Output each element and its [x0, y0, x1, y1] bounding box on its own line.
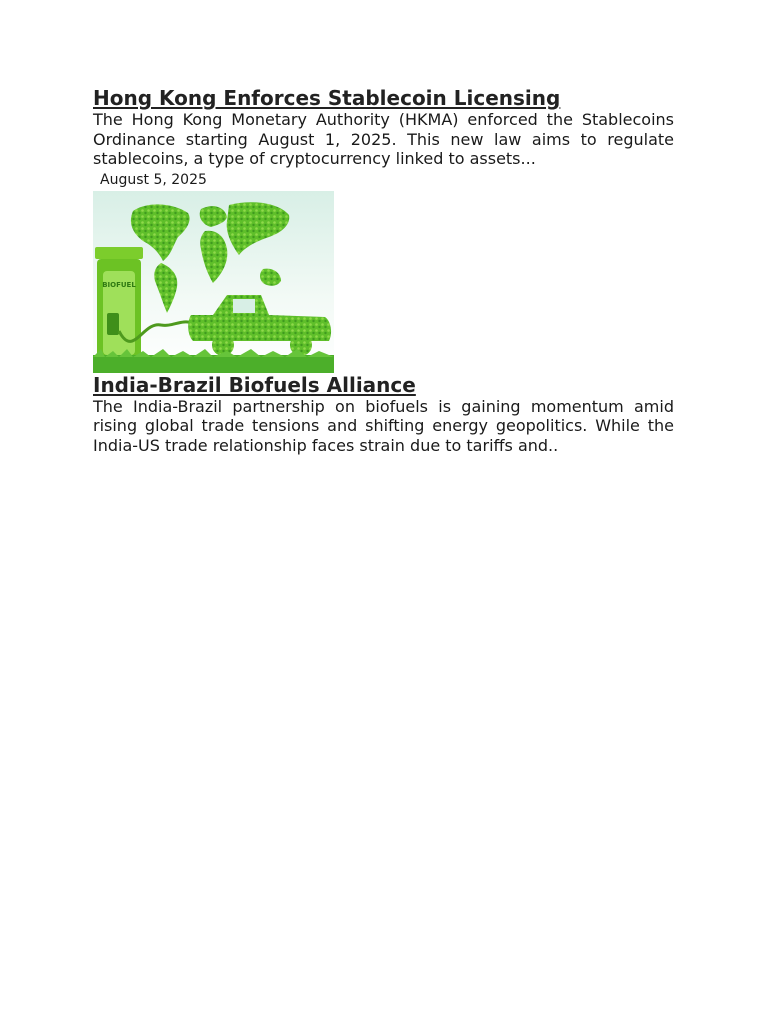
article-title-stablecoin[interactable]: Hong Kong Enforces Stablecoin Licensing [93, 86, 561, 110]
biofuel-pump [95, 247, 143, 365]
biofuel-thumbnail-image[interactable] [93, 191, 334, 373]
article-excerpt-biofuels: The India-Brazil partnership on biofuels is gaining momentum amid rising global trade tensions and shifting energy geopolitics. While the India-US trade relationship faces strain due to tariffs and.. [93, 396, 674, 455]
article-list [93, 86, 674, 455]
pump-label: BIOFUEL [102, 280, 136, 289]
article-excerpt-stablecoin: The Hong Kong Monetary Authority (HKMA) enforced the Stablecoins Ordinance starting August 1, 2025. This new law aims to regulate stablecoins, a type of cryptocurrency linked to assets... [93, 110, 674, 168]
grass [93, 355, 334, 373]
article-date: August 5, 2025 [100, 171, 207, 188]
car-window [233, 299, 255, 313]
article-title-biofuels[interactable]: India-Brazil Biofuels Alliance [93, 372, 416, 397]
